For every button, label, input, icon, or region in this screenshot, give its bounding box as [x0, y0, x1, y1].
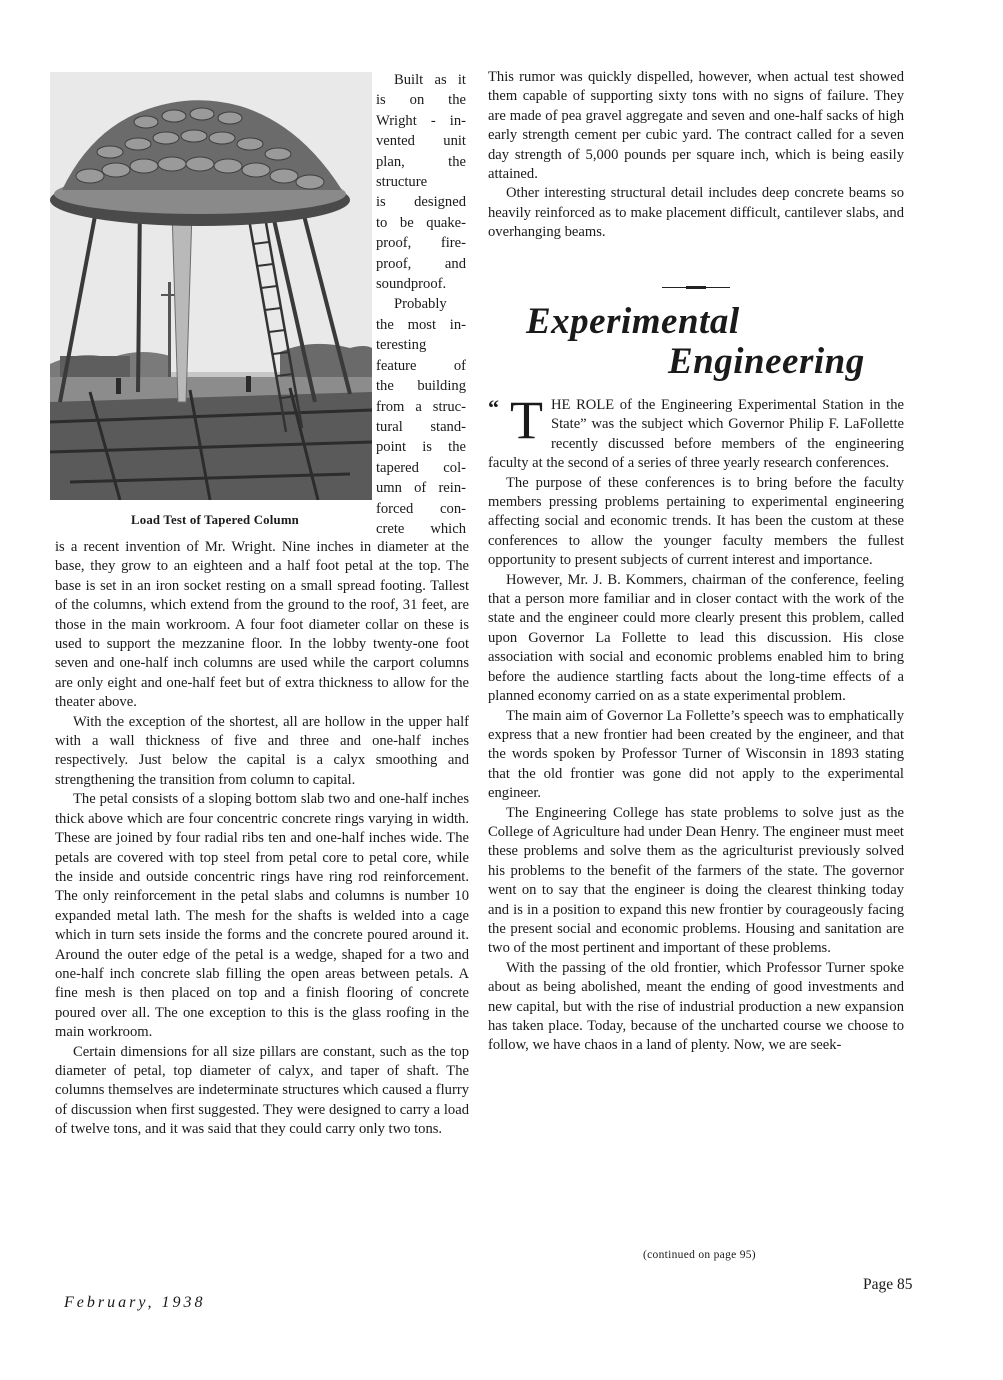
narrow-line: is designed [376, 194, 466, 211]
paragraph: With the exception of the shortest, all are hollow in the upper half with a wall thickness of five and three and one-half inches respectively. Just below the capital is a calyx smoothing and strengthening the transition from column to capital. [55, 713, 469, 788]
photo-caption: Load Test of Tapered Column [130, 513, 300, 527]
paragraph: The Engineering College has state problems to solve just as the College of Agriculture had under Dean Henry. The engineer must meet these problems and solve them as the agriculturist previously solved his problems to the benefit of the farmers of the state. The governor went on to say that the engineer is doing the clearest thinking today and is in a position to expand this new frontier by courageously facing the present social and economic problems. Housing and sanitation are two of the most pertinent and important of these problems. [488, 804, 904, 957]
paragraph: This rumor was quickly dispelled, however, when actual test showed them capable of supporting sixty tons with no signs of failure. They are made of pea gravel aggregate and seven and one-half sacks of high early strength cement per cubic yard. The contract called for a seven day strength of 5,000 pounds per square inch, which is being easily attained. [488, 69, 904, 183]
narrow-line: crete which [376, 520, 466, 537]
paragraph: However, Mr. J. B. Kommers, chairman of the conference, feeling that a person more familiar and in closer contact with the work of the state and the engineer could more clearly present this problem, called upon Governor La Follette to lead this discussion. His close association with social and economic problems enabled him to bring before the audience startling facts about the long-time effects of a planned economy carried on as a state experimental problem. [488, 571, 904, 705]
narrow-line: Built as it [394, 72, 466, 88]
narrow-line: feature of [376, 357, 466, 374]
narrow-line: Wright - in- [376, 112, 466, 129]
narrow-line: soundproof. [376, 276, 447, 293]
continued-note: (continued on page 95) [643, 1249, 756, 1261]
narrow-text-column [376, 70, 466, 539]
narrow-line: is on the [376, 92, 466, 109]
right-column-top-text [488, 68, 904, 243]
narrow-line: proof, fire- [376, 235, 466, 252]
narrow-line: from a struc- [376, 398, 466, 415]
paragraph: Certain dimensions for all size pillars are constant, such as the top diameter of petal, top diameter of calyx, and taper of shaft. The columns themselves are indeterminate structures which caused a flurry of discussion when first suggested. They were designed to carry a load of twelve tons, and it was said that they could carry only two tons. [55, 1043, 469, 1138]
paragraph: The main aim of Governor La Follette’s speech was to emphatically express that a new frontier had been created by the engineer, and that the words spoken by Professor Turner of Wisconsin in 1893 stating that the old frontier was gone did not apply to the experimental engineer. [488, 707, 904, 802]
paragraph: HE ROLE of the Engineering Experimental Station in the State” was the subject which Governor Philip F. LaFollette recently discussed before members of the engineering faculty at the second of a series of three yearly research conferences. [488, 397, 904, 472]
section-divider [662, 287, 730, 288]
narrow-line: structure [376, 174, 428, 191]
narrow-line: to be quake- [376, 214, 466, 231]
paragraph: The purpose of these conferences is to bring before the faculty members pressing problems pertaining to experimental engineering affecting social and economic trends. It has been the custom at these conferences to allow the younger faculty members the fullest opportunity to present subjects of current interest and importance. [488, 474, 904, 569]
paragraph: Other interesting structural detail includes deep concrete beams so heavily reinforced as to make placement difficult, cantilever slabs, and overhanging beams. [488, 185, 904, 241]
paragraph: With the passing of the old frontier, which Professor Turner spoke about as being abolished, meant the ending of good investments and new capital, but with the rise of industrial production a new expansion has taken place. Today, because of the uncharted course we choose to follow, we have chaos in a land of plenty. Now, we are seek- [488, 959, 904, 1054]
narrow-line: tapered col- [376, 459, 466, 476]
article-body [488, 390, 904, 1056]
issue-date: February, 1938 [64, 1294, 206, 1311]
left-column-text [55, 538, 469, 1140]
drop-cap: T [510, 390, 543, 450]
photo-illustration [50, 72, 372, 500]
narrow-line: vented unit [376, 133, 466, 150]
narrow-line: plan, the [376, 153, 466, 170]
narrow-line: point is the [376, 439, 466, 456]
narrow-line: tural stand- [376, 418, 466, 435]
narrow-line: the building [376, 378, 466, 395]
narrow-line: the most in- [376, 316, 466, 333]
opening-paragraph [488, 390, 904, 474]
column-load-test-photo [50, 72, 372, 500]
article-heading-line2: Engineering [668, 341, 865, 382]
page-number: Page 85 [863, 1276, 913, 1293]
narrow-line: proof, and [376, 255, 466, 272]
paragraph: is a recent invention of Mr. Wright. Nine inches in diameter at the base, they grow to an eighteen and a half foot petal at the top. The base is set in an iron socket resting on a small spread footing. Tallest of the columns, which extend from the ground to the roof, 31 feet, are those in the main workroom. A four foot diameter collar on these is used to support the mezzanine floor. In the lobby twenty-one foot seven and one-half inch columns are used while the carport columns are only eight and one-half feet but of extra thickness to allow for the theater above. [55, 539, 469, 711]
article-heading-line1: Experimental [526, 301, 740, 342]
narrow-line: teresting [376, 337, 427, 354]
paragraph: The petal consists of a sloping bottom slab two and one-half inches thick above which are four concentric concrete rings varying in width. These are joined by four radial ribs ten and one-half inches wide. The petals are covered with top steel from petal core to petal core, while the inside and outside concentric rings have ring rod reinforcement. The only reinforcement in the petal slabs and columns is number 10 expanded metal lath. The mesh for the shafts is welded into a cage which in turn sets inside the forms and the concrete poured around it. Around the outer edge of the petal is a wedge, shaped for a two and one-half inch concrete slab filling the open areas between petals. A fine mesh is then placed on top and a finish flooring of concrete poured over all. The one exception to this is the glass roofing in the main workroom. [55, 791, 469, 1041]
narrow-line: umn of rein- [376, 480, 466, 497]
opening-quote: “ [488, 395, 499, 420]
narrow-line: Probably [394, 296, 447, 313]
narrow-line: forced con- [376, 500, 466, 517]
